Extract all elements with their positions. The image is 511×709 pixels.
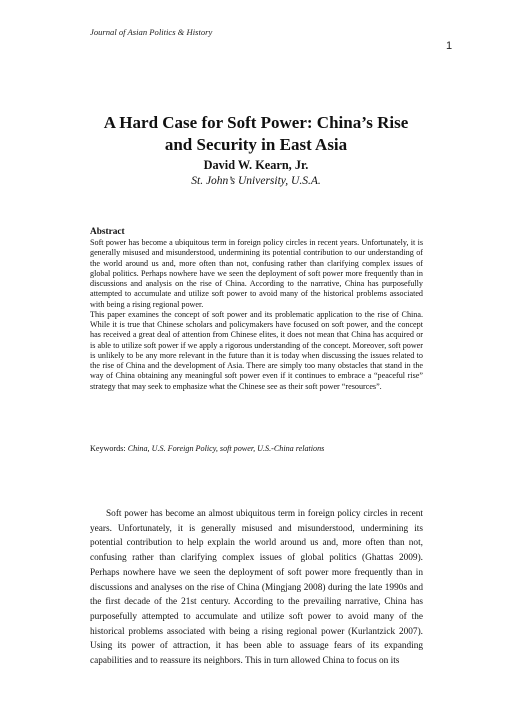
- abstract-paragraph: This paper examines the concept of soft power and its problematic application to the rise of China. While it is true that Chinese scholars and policymakers have focused on soft power, and the concept has received a great deal of attention from Chinese elites, it does not mean that China has acquired or is able to utilize soft power if we apply a rigorous understanding of the concept. Moreover, soft power is unlikely to be any more relevant in the future than it is today when discussing the issues related to the rise of China and the development of Asia. There are simply too many obstacles that stand in the way of China obtaining any meaningful soft power even if it continues to embrace a “peaceful rise” strategy that may seek to emphasize what the Chinese see as their soft power “resources”.: [90, 309, 423, 391]
- keywords-list: China, U.S. Foreign Policy, soft power, U.S.-China relations: [127, 444, 325, 453]
- abstract-body: [90, 238, 423, 392]
- body-paragraph: Soft power has become an almost ubiquitous term in foreign policy circles in recent years. Unfortunately, it is generally misused and misunderstood, undermining its potential contribution to help explain the world around us and, more often than not, confusing rather than clarifying complex issues of global politics (Ghattas 2009). Perhaps nowhere have we seen the deployment of soft power more frequently than in discussions and analyses on the rise of China (Mingjang 2008) during the late 1990s and the first decade of the 21st century. According to the prevailing narrative, China has purposefully attempted to accumulate and utilize soft power to avoid many of the historical problems associated with being a rising regional power (Kurlantzick 2007). Using its power of attraction, it has been able to assuage fears of its expanding capabilities and to reassure its neighbors. This in turn allowed China to focus on its: [90, 509, 423, 667]
- keywords: [90, 444, 423, 453]
- author-name: David W. Kearn, Jr.: [203, 158, 309, 172]
- author-affiliation: St. John’s University, U.S.A.: [191, 175, 321, 187]
- keywords-label: Keywords:: [90, 444, 126, 453]
- article-title: A Hard Case for Soft Power: China’s Rise and Security in East Asia: [103, 113, 409, 154]
- abstract-paragraph: Soft power has become a ubiquitous term in foreign policy circles in recent years. Unfortunately, it is generally misused and misunderstood, undermining its potential contribution to our understanding of the world around us and, more often than not, confusing rather than clarifying complex issues of global politics. Perhaps nowhere have we seen the deployment of soft power more frequently than in discussions and analysis on the rise of China. According to the narrative, China has purposefully attempted to accumulate and utilize soft power to avoid many of the historical problems associated with being a rising regional power.: [90, 238, 423, 309]
- journal-name: Journal of Asian Politics & History: [90, 27, 213, 37]
- abstract-heading: Abstract: [90, 227, 125, 237]
- page-number: 1: [446, 40, 453, 52]
